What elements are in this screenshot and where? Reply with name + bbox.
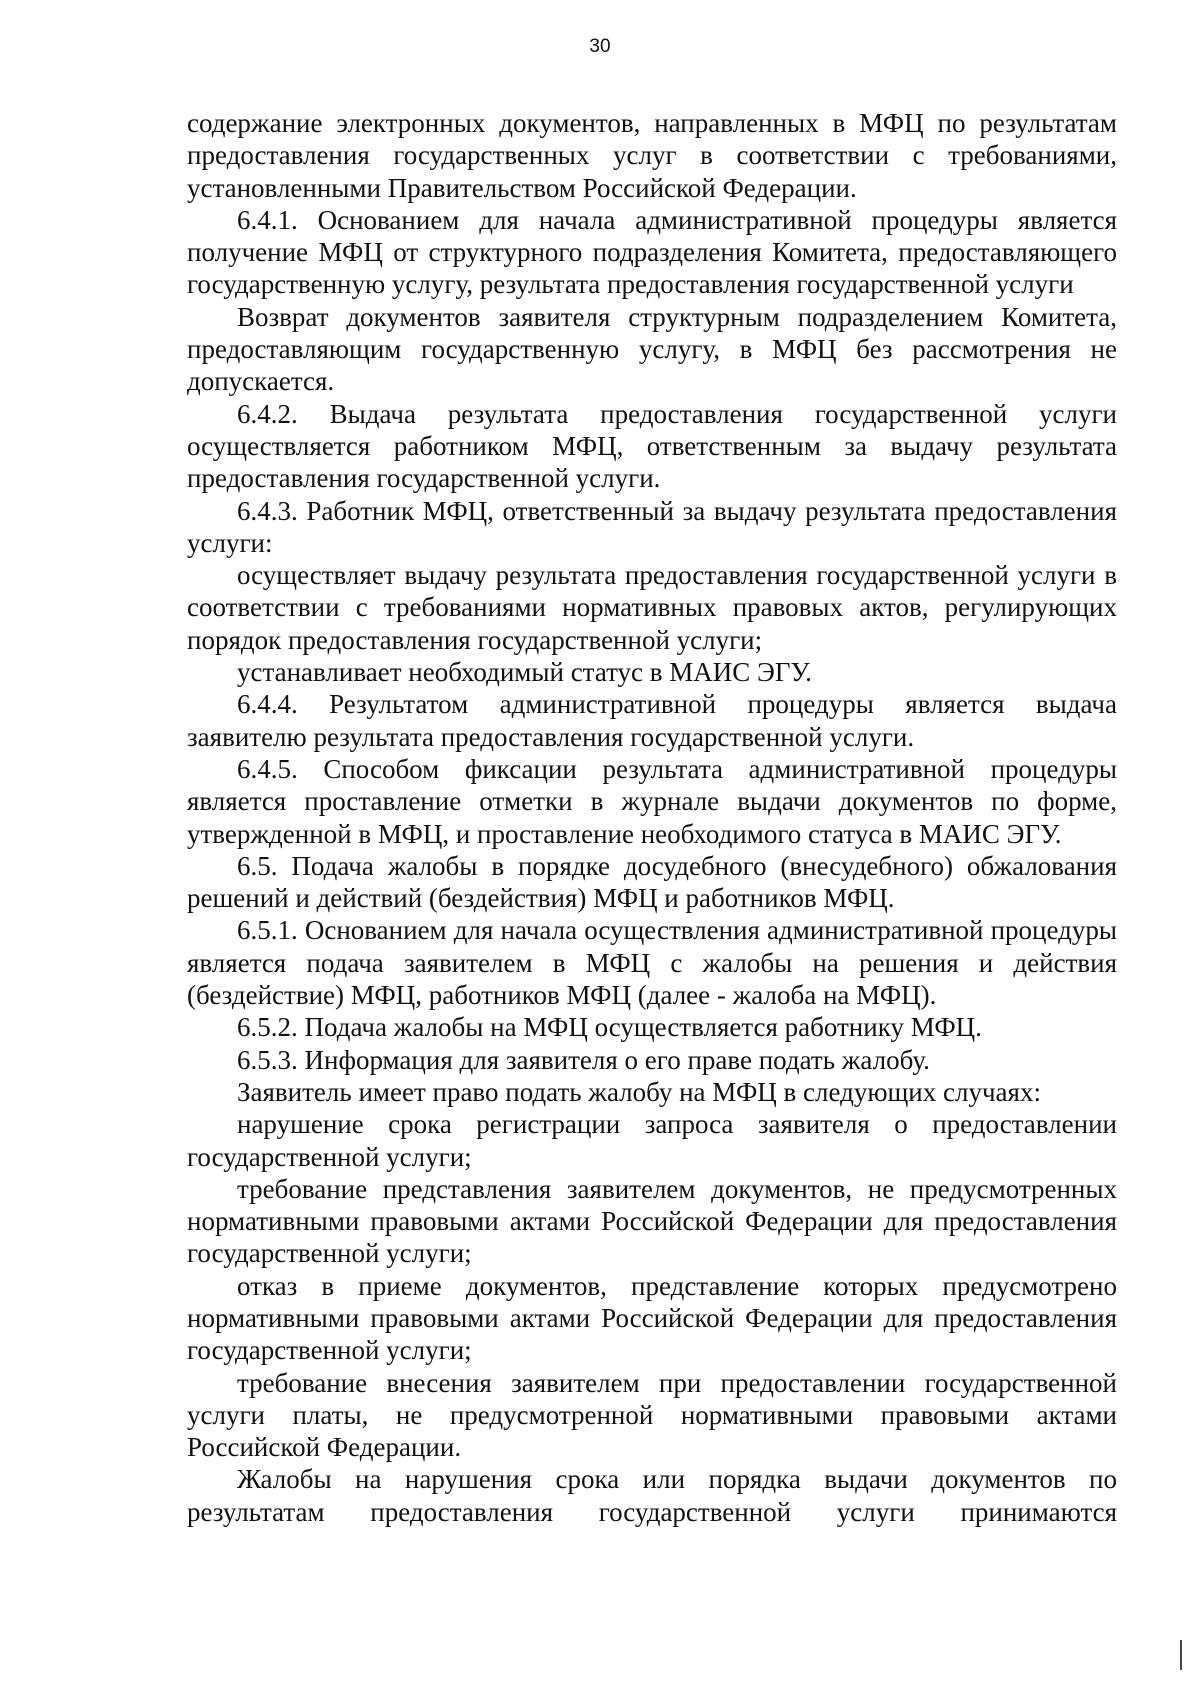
paragraph-14: Заявитель имеет право подать жалобу на МФЦ в следующих случаях: <box>237 1076 1041 1107</box>
paragraph-12: 6.5.2. Подача жалобы на МФЦ осуществляется работнику МФЦ. <box>237 1012 982 1043</box>
page-number: 30 <box>589 36 611 57</box>
paragraph-10: 6.5. Подача жалобы в порядке досудебного (внесудебного) обжалования решений и действий (бездействия) МФЦ и работников МФЦ. <box>187 850 1117 914</box>
paragraph-8: 6.4.4. Результатом административной процедуры является выдача заявителю результата предоставления государственной услуги. <box>187 689 1117 752</box>
paragraph-7: устанавливает необходимый статус в МАИС ЭГУ. <box>237 657 812 688</box>
paragraph-13: 6.5.3. Информация для заявителя о его праве подать жалобу. <box>237 1044 930 1075</box>
paragraph-2: 6.4.1. Основанием для начала административной процедуры является получение МФЦ от структурного подразделения Комитета, предоставляющего государственную услугу, результата предоставления государственной услуги <box>187 204 1117 300</box>
paragraph-15: нарушение срока регистрации запроса заявителя о предоставлении государственной услуги; <box>187 1109 1117 1172</box>
paragraph-11: 6.5.1. Основанием для начала осуществления административной процедуры является подача заявителем в МФЦ с жалобы на решения и действия (бездействие) МФЦ, работников МФЦ (далее - жалоба на МФЦ). <box>187 915 1117 1011</box>
paragraph-16: требование представления заявителем документов, не предусмотренных нормативными правовыми актами Российской Федерации для предоставления государственной услуги; <box>187 1173 1117 1269</box>
paragraph-1: содержание электронных документов, направленных в МФЦ по результатам предоставления государственных услуг в соответствии с требованиями, установленными Правительством Российской Федерации. <box>187 108 1117 203</box>
document-body <box>187 107 1117 1528</box>
paragraph-3: Возврат документов заявителя структурным подразделением Комитета, предоставляющим государственную услугу, в МФЦ без рассмотрения не допускается. <box>187 301 1117 397</box>
scan-edge-mark <box>1180 1640 1182 1670</box>
paragraph-18: требование внесения заявителем при предоставлении государственной услуги платы, не предусмотренной нормативными правовыми актами Российской Федерации. <box>187 1367 1117 1463</box>
paragraph-4: 6.4.2. Выдача результата предоставления государственной услуги осуществляется работником МФЦ, ответственным за выдачу результата предоставления государственной услуги. <box>187 398 1117 494</box>
paragraph-5: 6.4.3. Работник МФЦ, ответственный за выдачу результата предоставления услуги: <box>187 495 1117 558</box>
paragraph-9: 6.4.5. Способом фиксации результата административной процедуры является проставление отметки в журнале выдачи документов по форме, утвержденной в МФЦ, и проставление необходимого статуса в МАИС ЭГУ. <box>187 753 1117 849</box>
paragraph-19: Жалобы на нарушения срока или порядка выдачи документов по результатам предоставления государственной услуги принимаются <box>187 1464 1117 1527</box>
paragraph-17: отказ в приеме документов, представление которых предусмотрено нормативными правовыми актами Российской Федерации для предоставления государственной услуги; <box>187 1270 1117 1366</box>
paragraph-6: осуществляет выдачу результата предоставления государственной услуги в соответствии с требованиями нормативных правовых актов, регулирующих порядок предоставления государственной услуги; <box>187 560 1117 655</box>
